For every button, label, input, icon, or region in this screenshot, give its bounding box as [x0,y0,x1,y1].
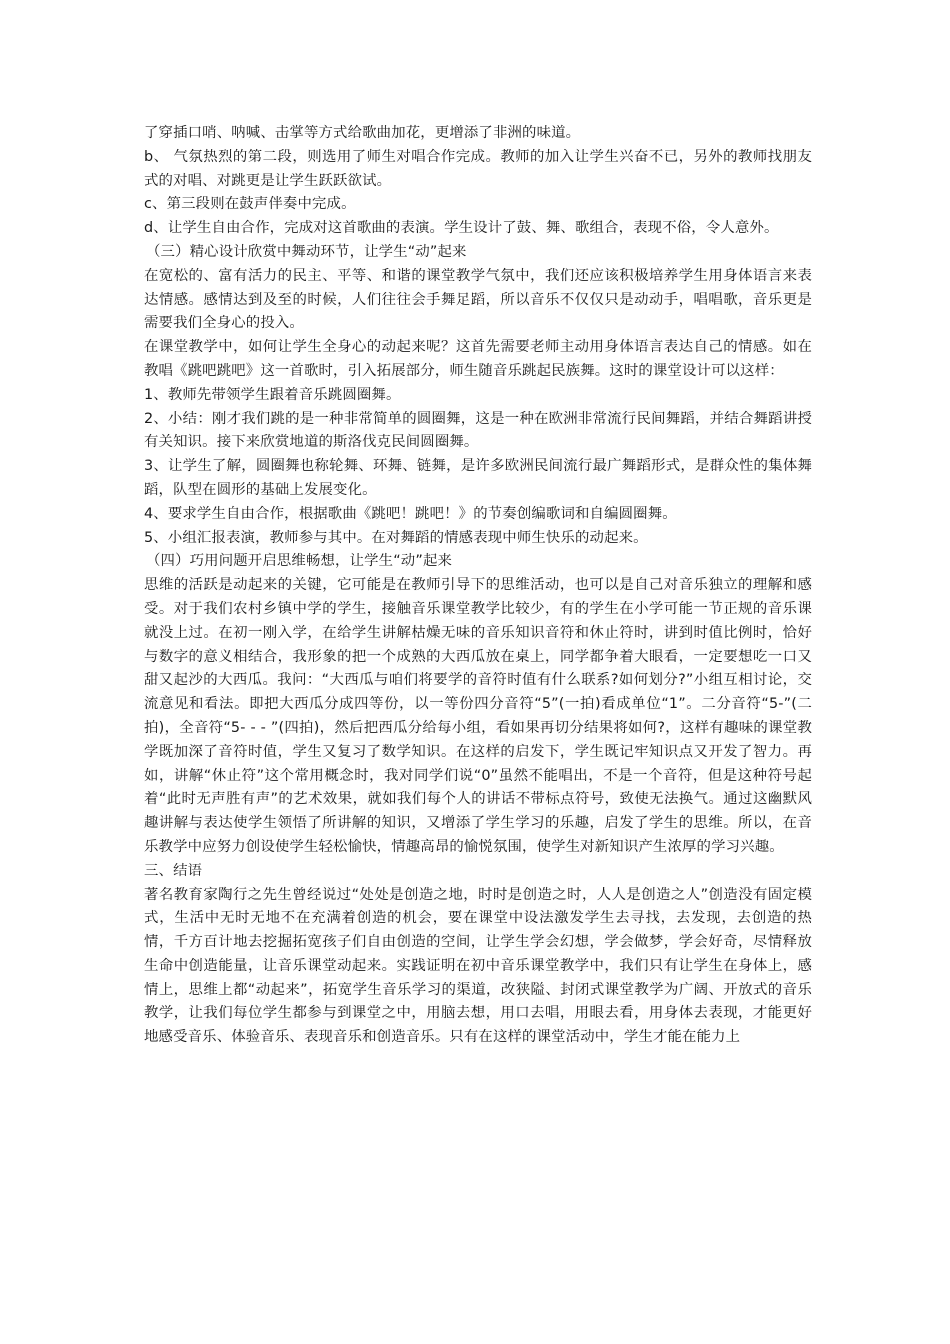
list-item-2: 2、小结：刚才我们跳的是一种非常简单的圆圈舞，这是一种在欧洲非常流行民间舞蹈，并结合舞蹈讲授有关知识。接下来欣赏地道的斯洛伐克民间圆圈舞。 [144,410,812,451]
paragraph-item-b: b、 气氛热烈的第二段，则选用了师生对唱合作完成。教师的加入让学生兴奋不已，另外的教师找朋友式的对唱、对跳更是让学生跃跃欲试。 [144,148,812,189]
paragraph-body: 在宽松的、富有活力的民主、平等、和谐的课堂教学气氛中，我们还应该积极培养学生用身体语言来表达情感。感情达到及至的时候，人们往往会手舞足蹈，所以音乐不仅仅只是动动手，唱唱歌，音乐更是需要我们全身心的投入。 [144,267,812,332]
list-item-3: 3、让学生了解，圆圈舞也称轮舞、环舞、链舞，是许多欧洲民间流行最广舞蹈形式，是群众性的集体舞蹈，队型在圆形的基础上发展变化。 [144,458,812,498]
section-heading-conclusion: 三、结语 [144,862,203,879]
list-item-5: 5、小组汇报表演，教师参与其中。在对舞蹈的情感表现中师生快乐的动起来。 [144,529,648,546]
paragraph-item-d: d、让学生自由合作，完成对这首歌曲的表演。学生设计了鼓、舞、歌组合，表现不俗，令人意外。 [144,220,779,237]
paragraph-item-c: c、第三段则在鼓声伴奏中完成。 [144,196,356,213]
paragraph-body: 著名教育家陶行之先生曾经说过“处处是创造之地，时时是创造之时，人人是创造之人”创造没有固定模式，生活中无时无地不在充满着创造的机会，要在课堂中设法激发学生去寻找，去发现，去创造的热情，千方百计地去挖掘拓宽孩子们自由创造的空间，让学生学会幻想，学会做梦，学会好奇，尽情释放生命中创造能量，让音乐课堂动起来。实践证明在初中音乐课堂教学中，我们只有让学生在身体上，感情上，思维上都“动起来”，拓宽学生音乐学习的渠道，改狭隘、封闭式课堂教学为广阔、开放式的音乐教学，让我们每位学生都参与到课堂之中，用脑去想，用口去唱，用眼去看，用身体去表现，才能更好地感受音乐、体验音乐、表现音乐和创造音乐。只有在这样的课堂活动中，学生才能在能力上 [144,886,812,1046]
paragraph-body: 思维的活跃是动起来的关键，它可能是在教师引导下的思维活动，也可以是自己对音乐独立的理解和感受。对于我们农村乡镇中学的学生，接触音乐课堂教学比较少，有的学生在小学可能一节正规的音乐课就没上过。在初一刚入学，在给学生讲解枯燥无味的音乐知识音符和休止符时，讲到时值比例时，恰好与数字的意义相结合，我形象的把一个成熟的大西瓜放在桌上，同学都争着大眼看，一定要想吃一口又甜又起沙的大西瓜。我问：“大西瓜与咱们将要学的音符时值有什么联系?如何划分?”小组互相讨论，交流意见和看法。即把大西瓜分成四等份，以一等份四分音符“5”(一拍)看成单位“1”。二分音符“5-”(二拍)，全音符“5- - - ”(四拍)，然后把西瓜分给每小组，看如果再切分结果将如何?，这样有趣味的课堂教学既加深了音符时值，学生又复习了数学知识。在这样的启发下，学生既记牢知识点又开发了智力。再如，讲解“休止符”这个常用概念时，我对同学们说“0”虽然不能唱出，不是一个音符，但是这种符号起着“此时无声胜有声”的艺术效果，就如我们每个人的讲话不带标点符号，致使无法换气。通过这幽默风趣讲解与表达使学生领悟了所讲解的知识，又增添了学生学习的乐趣，启发了学生的思维。所以，在音乐教学中应努力创设使学生轻松愉快，情趣高昂的愉悦氛围，使学生对新知识产生浓厚的学习兴趣。 [144,577,812,855]
list-item-1: 1、教师先带领学生跟着音乐跳圆圈舞。 [144,386,401,403]
paragraph-continuation: 了穿插口哨、呐喊、击掌等方式给歌曲加花，更增添了非洲的味道。 [144,125,581,141]
paragraph-body: 在课堂教学中，如何让学生全身心的动起来呢？这首先需要老师主动用身体语言表达自己的情感。如在教唱《跳吧跳吧》这一首歌时，引入拓展部分，师生随音乐跳起民族舞。这时的课堂设计可以这样： [144,339,812,379]
section-heading-4: （四）巧用问题开启思维畅想，让学生“动”起来 [146,553,453,570]
list-item-4: 4、要求学生自由合作，根据歌曲《跳吧！跳吧！》的节奏创编歌词和自编圆圈舞。 [144,505,677,522]
section-heading-3: （三）精心设计欣赏中舞动环节，让学生“动”起来 [146,243,467,260]
